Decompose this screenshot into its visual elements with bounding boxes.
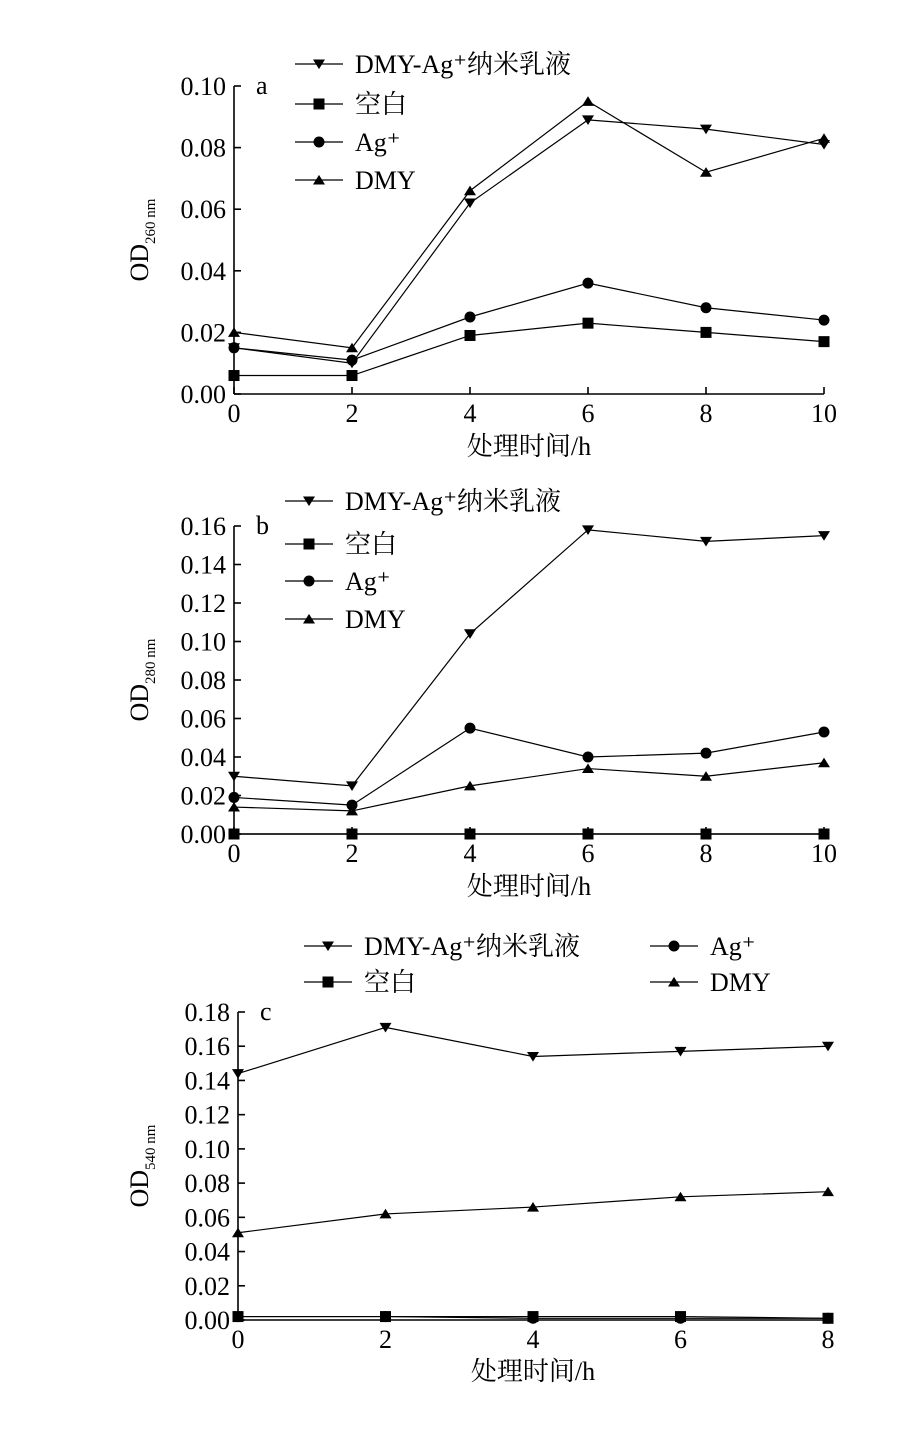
data-point-dmy-ag-nanoemulsion bbox=[346, 781, 358, 791]
x-tick-label: 6 bbox=[581, 839, 595, 868]
series-line-dmy-ag-nanoemulsion bbox=[238, 1027, 828, 1073]
data-point-blank bbox=[583, 829, 594, 840]
series-blank bbox=[229, 318, 830, 381]
x-tick-label: 8 bbox=[699, 839, 713, 868]
data-point-dmy-ag-nanoemulsion bbox=[232, 1069, 244, 1079]
series-ag bbox=[229, 723, 830, 811]
series-dmy bbox=[228, 96, 830, 352]
legend-label: 空白 bbox=[364, 968, 417, 997]
data-point-blank bbox=[229, 829, 240, 840]
y-tick-label: 0.16 bbox=[180, 512, 226, 541]
series-blank bbox=[229, 829, 830, 840]
data-point-blank bbox=[380, 1311, 391, 1322]
y-tick-label: 0.04 bbox=[184, 1237, 230, 1267]
data-point-blank bbox=[701, 829, 712, 840]
data-point-blank bbox=[465, 330, 476, 341]
x-tick-label: 0 bbox=[231, 1325, 245, 1354]
data-point-ag bbox=[819, 726, 830, 737]
legend bbox=[285, 487, 561, 634]
data-point-ag bbox=[583, 752, 594, 763]
data-point-blank bbox=[347, 829, 358, 840]
y-tick-label: 0.06 bbox=[184, 1203, 230, 1233]
panel-letter: b bbox=[256, 511, 269, 540]
y-axis-title-subscript: 280 nm bbox=[143, 638, 159, 684]
series-dmy-ag-nanoemulsion bbox=[228, 525, 830, 791]
x-tick-label: 4 bbox=[526, 1325, 540, 1354]
x-tick-label: 10 bbox=[811, 839, 837, 868]
x-axis-title: 处理时间/h bbox=[466, 872, 592, 901]
series-ag bbox=[229, 278, 830, 366]
series-line-ag bbox=[234, 728, 824, 805]
legend-marker bbox=[304, 576, 315, 587]
series-line-dmy bbox=[238, 1192, 828, 1233]
series-dmy bbox=[228, 758, 830, 816]
y-tick-label: 0.14 bbox=[180, 550, 226, 580]
data-point-blank bbox=[229, 370, 240, 381]
y-tick-label: 0.18 bbox=[184, 998, 230, 1027]
x-tick-label: 10 bbox=[811, 399, 837, 428]
legend-item-dmy-ag-nanoemulsion bbox=[285, 487, 561, 516]
x-tick-label: 6 bbox=[581, 399, 595, 428]
y-tick-label: 0.08 bbox=[180, 133, 226, 163]
data-point-ag bbox=[819, 315, 830, 326]
y-tick-label: 0.16 bbox=[184, 1032, 230, 1062]
y-tick-label: 0.08 bbox=[180, 666, 226, 695]
data-point-blank bbox=[675, 1311, 686, 1322]
legend-item-dmy-ag-nanoemulsion bbox=[304, 932, 580, 961]
series-dmy bbox=[232, 1187, 834, 1238]
data-point-blank bbox=[233, 1311, 244, 1322]
y-tick-label: 0.12 bbox=[180, 589, 226, 618]
y-tick-label: 0.00 bbox=[180, 820, 226, 849]
data-point-dmy bbox=[818, 133, 830, 143]
y-axis-title bbox=[125, 638, 159, 721]
series-blank bbox=[233, 1311, 834, 1324]
legend-label: Ag⁺ bbox=[345, 567, 391, 596]
data-point-ag bbox=[465, 312, 476, 323]
data-point-blank bbox=[465, 829, 476, 840]
data-point-ag bbox=[465, 723, 476, 734]
series-line-blank bbox=[234, 323, 824, 375]
data-point-dmy bbox=[582, 96, 594, 106]
x-tick-label: 2 bbox=[345, 399, 359, 428]
legend-label: DMY-Ag⁺纳米乳液 bbox=[364, 932, 580, 961]
y-tick-label: 0.02 bbox=[180, 318, 226, 348]
legend-label: Ag⁺ bbox=[355, 128, 401, 157]
panel-letter: c bbox=[260, 997, 272, 1026]
y-tick-label: 0.06 bbox=[180, 195, 226, 225]
data-point-ag bbox=[229, 792, 240, 803]
y-tick-label: 0.00 bbox=[180, 380, 226, 409]
x-tick-label: 0 bbox=[227, 839, 241, 868]
data-point-blank bbox=[347, 370, 358, 381]
legend-label: DMY-Ag⁺纳米乳液 bbox=[355, 50, 571, 79]
x-tick-label: 0 bbox=[227, 399, 241, 428]
x-tick-label: 4 bbox=[463, 399, 477, 428]
y-axis-title-base: OD bbox=[125, 1169, 154, 1208]
data-point-ag bbox=[701, 748, 712, 759]
x-axis-title: 处理时间/h bbox=[466, 432, 592, 461]
legend-item-dmy bbox=[295, 166, 416, 195]
y-tick-label: 0.08 bbox=[184, 1169, 230, 1199]
data-point-blank bbox=[823, 1313, 834, 1324]
legend-label: 空白 bbox=[345, 530, 398, 559]
x-tick-label: 2 bbox=[379, 1325, 392, 1354]
y-axis-title bbox=[125, 1124, 159, 1207]
y-tick-label: 0.06 bbox=[180, 704, 226, 734]
legend-item-blank bbox=[304, 968, 416, 997]
legend bbox=[304, 932, 771, 997]
y-tick-label: 0.04 bbox=[180, 743, 226, 772]
legend-item-dmy bbox=[285, 605, 406, 634]
y-tick-label: 0.02 bbox=[184, 1271, 230, 1301]
legend-label: DMY bbox=[710, 968, 771, 997]
y-tick-label: 0.02 bbox=[180, 781, 226, 811]
series-line-ag bbox=[234, 283, 824, 360]
data-point-ag bbox=[347, 355, 358, 366]
y-tick-label: 0.00 bbox=[184, 1306, 230, 1335]
x-tick-label: 8 bbox=[699, 399, 713, 428]
legend-item-ag bbox=[650, 932, 756, 961]
legend-item-dmy-ag-nanoemulsion bbox=[295, 50, 571, 79]
legend-marker bbox=[323, 977, 334, 988]
data-point-dmy-ag-nanoemulsion bbox=[464, 199, 476, 209]
y-tick-label: 0.10 bbox=[184, 1134, 230, 1164]
x-axis-title: 处理时间/h bbox=[470, 1357, 596, 1386]
data-point-ag bbox=[701, 302, 712, 313]
data-point-ag bbox=[229, 342, 240, 353]
data-point-dmy bbox=[818, 758, 830, 768]
y-tick-label: 0.12 bbox=[184, 1100, 230, 1130]
panel-b bbox=[125, 487, 837, 901]
y-axis-title bbox=[125, 198, 159, 281]
data-point-blank bbox=[819, 336, 830, 347]
y-tick-label: 0.04 bbox=[180, 256, 226, 286]
x-tick-label: 6 bbox=[674, 1325, 687, 1354]
panel-letter: a bbox=[256, 71, 268, 100]
y-axis-title-subscript: 260 nm bbox=[143, 198, 159, 244]
legend-marker bbox=[304, 539, 315, 550]
legend-item-blank bbox=[285, 530, 397, 559]
legend-marker bbox=[669, 941, 680, 952]
legend-label: DMY bbox=[345, 605, 406, 634]
legend-marker bbox=[314, 99, 325, 110]
legend-item-blank bbox=[295, 90, 407, 119]
data-point-dmy bbox=[700, 167, 712, 177]
y-axis-title-base: OD bbox=[125, 243, 154, 282]
series-dmy-ag-nanoemulsion bbox=[228, 115, 830, 368]
legend-item-dmy bbox=[650, 968, 771, 997]
data-point-blank bbox=[819, 829, 830, 840]
legend-label: 空白 bbox=[355, 90, 408, 119]
data-point-blank bbox=[528, 1311, 539, 1322]
data-point-blank bbox=[583, 318, 594, 329]
data-point-dmy-ag-nanoemulsion bbox=[464, 629, 476, 639]
legend-item-ag bbox=[295, 128, 401, 157]
series-line-dmy-ag-nanoemulsion bbox=[234, 120, 824, 363]
legend-marker bbox=[314, 137, 325, 148]
panel-a bbox=[125, 50, 837, 461]
legend-label: Ag⁺ bbox=[710, 932, 756, 961]
data-point-ag bbox=[583, 278, 594, 289]
y-axis-title-base: OD bbox=[125, 683, 154, 722]
panel-c bbox=[125, 932, 835, 1386]
x-tick-label: 8 bbox=[821, 1325, 835, 1354]
data-point-blank bbox=[701, 327, 712, 338]
legend-item-ag bbox=[285, 567, 391, 596]
y-tick-label: 0.14 bbox=[184, 1066, 230, 1096]
legend-label: DMY-Ag⁺纳米乳液 bbox=[345, 487, 561, 516]
y-axis-title-subscript: 540 nm bbox=[143, 1124, 159, 1170]
series-dmy-ag-nanoemulsion bbox=[232, 1023, 834, 1079]
legend bbox=[295, 50, 571, 195]
x-tick-label: 2 bbox=[345, 839, 359, 868]
legend-label: DMY bbox=[355, 166, 416, 195]
y-tick-label: 0.10 bbox=[180, 72, 226, 101]
y-tick-label: 0.10 bbox=[180, 627, 226, 657]
x-tick-label: 4 bbox=[463, 839, 477, 868]
